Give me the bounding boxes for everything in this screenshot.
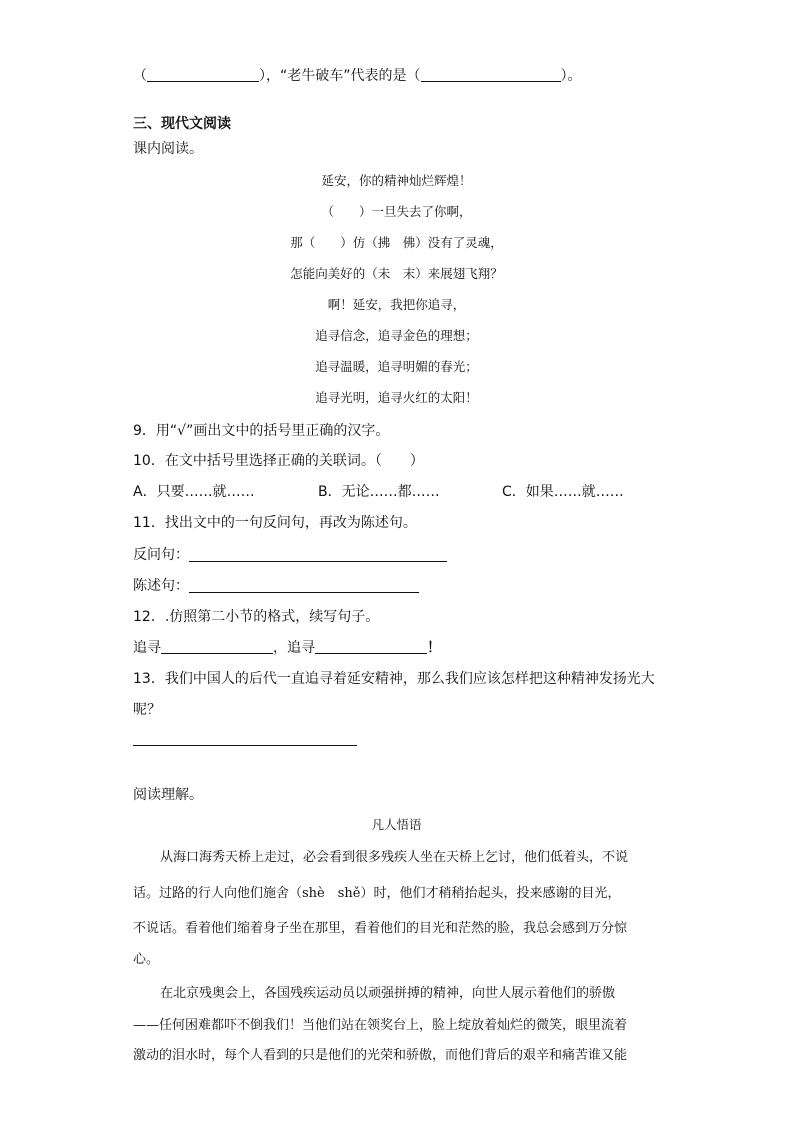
reading-intro: 阅读理解。 bbox=[133, 787, 203, 803]
paragraph-2-line: 激动的泪水时，每个人看到的只是他们的光荣和骄傲，而他们背后的艰辛和痛苦谁又能 bbox=[133, 1048, 628, 1063]
paragraph-1-line: 从海口海秀天桥上走过，必会看到很多残疾人坐在天桥上乞讨，他们低着头，不说 bbox=[160, 850, 629, 865]
poem-line: 延安，你的精神灿烂辉煌！ bbox=[321, 173, 472, 188]
q12-word-1: 追寻 bbox=[133, 640, 161, 656]
paragraph-2-line: ——任何困难都吓不倒我们！当他们站在领奖台上，脸上绽放着灿烂的微笑，眼里流着 bbox=[133, 1018, 628, 1033]
option-c[interactable]: C．如果……就…… bbox=[502, 484, 624, 500]
rhetorical-answer-line[interactable] bbox=[189, 561, 447, 562]
passage-title: 凡人悟语 bbox=[371, 817, 422, 832]
paragraph-1-line: 不说话。看着他们缩着身子坐在那里，看着他们的目光和茫然的脸，我总会感到万分惊 bbox=[133, 921, 628, 936]
section-intro: 课内阅读。 bbox=[133, 141, 203, 157]
poem-line: 追寻信念，追寻金色的理想； bbox=[315, 328, 478, 343]
q12-blank-2[interactable] bbox=[315, 639, 427, 654]
answer-blank-1[interactable] bbox=[147, 67, 259, 82]
poem-line: 啊！延安，我把你追寻， bbox=[327, 297, 466, 312]
question-12: 12．.仿照第二小节的格式，续写句子。 bbox=[133, 609, 380, 625]
poem-line: 追寻光明，追寻火红的太阳！ bbox=[315, 390, 478, 405]
paragraph-2-line: 在北京残奥会上，各国残疾运动员以顽强拼搏的精神，向世人展示着他们的骄傲 bbox=[160, 986, 616, 1001]
question-11: 11．找出文中的一句反问句，再改为陈述句。 bbox=[133, 515, 417, 531]
paragraph-1-line: 心。 bbox=[133, 952, 160, 967]
poem-line: 那（ ）仿（拂 佛）没有了灵魂， bbox=[290, 235, 503, 250]
continuation-line bbox=[133, 66, 582, 86]
rhetorical-label: 反问句： bbox=[133, 547, 189, 563]
answer-blank-2[interactable] bbox=[421, 67, 561, 82]
poem-line: （ ）一旦失去了你啊， bbox=[321, 204, 472, 219]
q13-answer-line[interactable] bbox=[133, 745, 357, 746]
option-a[interactable]: A．只要……就…… bbox=[133, 484, 255, 500]
poem-line: 追寻温暖，追寻明媚的春光； bbox=[315, 359, 478, 374]
q12-word-2: ，追寻 bbox=[273, 640, 315, 656]
question-13-line-2: 呢？ bbox=[133, 702, 161, 718]
option-b[interactable]: B．无论……都…… bbox=[318, 484, 440, 500]
poem-line: 怎能向美好的（未 末）来展翅飞翔？ bbox=[290, 266, 503, 281]
q12-answer-line bbox=[133, 638, 441, 658]
paren-open: （ bbox=[133, 68, 147, 84]
question-9: 9．用“√”画出文中的括号里正确的汉字。 bbox=[133, 423, 390, 439]
question-10: 10．在文中括号里选择正确的关联词。（ ） bbox=[133, 453, 424, 469]
paragraph-1-line: 话。过路的行人向他们施舍（shè shě）时，他们才稍稍抬起头，投来感谢的目光， bbox=[133, 886, 621, 901]
section-title: 三、现代文阅读 bbox=[133, 116, 231, 132]
q12-end: ！ bbox=[427, 640, 441, 656]
question-text: ），“老牛破车”代表的是（ bbox=[259, 68, 421, 84]
q12-blank-1[interactable] bbox=[161, 639, 273, 654]
declarative-answer-line[interactable] bbox=[189, 592, 419, 593]
declarative-label: 陈述句： bbox=[133, 578, 189, 594]
question-13-line-1: 13．我们中国人的后代一直追寻着延安精神，那么我们应该怎样把这种精神发扬光大 bbox=[133, 671, 655, 687]
paren-close: ）。 bbox=[560, 68, 582, 84]
